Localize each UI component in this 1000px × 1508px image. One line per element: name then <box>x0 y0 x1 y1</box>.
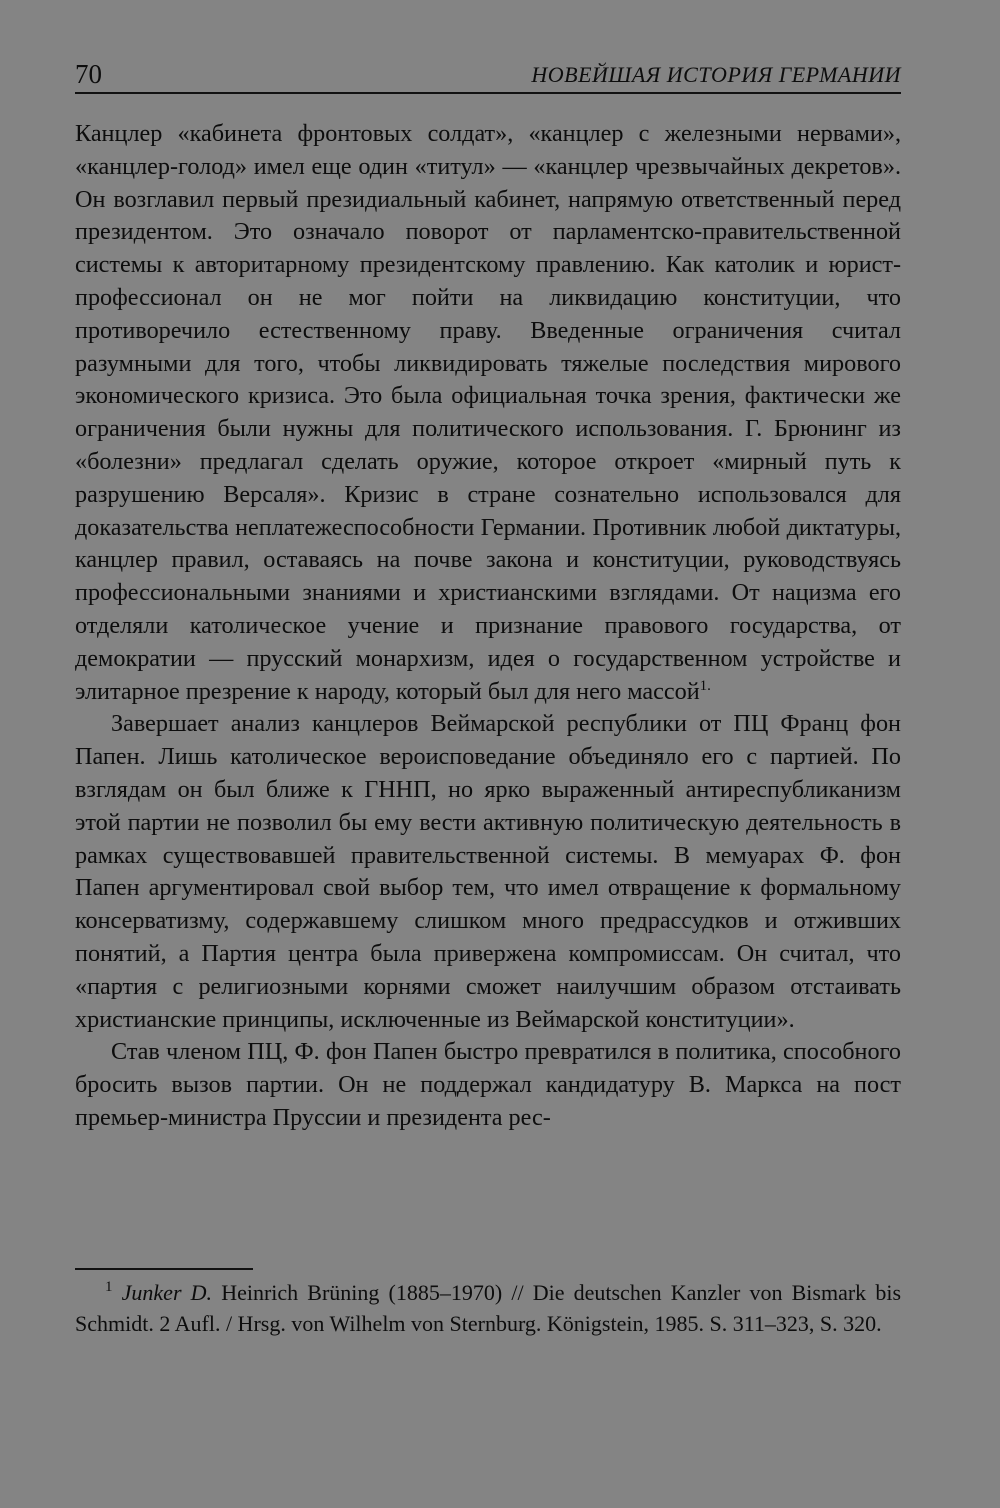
footnote-marker: 1 <box>105 1279 113 1295</box>
page-header <box>75 58 901 94</box>
paragraph-1-text: Канцлер «кабинета фронтовых солдат», «канцлер с железными нервами», «канцлер-голод» имел еще один «титул» — «канцлер чрезвычайных декретов». Он возглавил первый президиальный кабинет, напрямую ответственный перед президентом. Это означало поворот от парламентско-правительственной системы к авторитарному президентскому правлению. Как католик и юрист-профессионал он не мог пойти на ликвидацию конституции, что противоречило естественному праву. Введенные ограничения считал разумными для того, чтобы ликвидировать тяжелые последствия мирового экономического кризиса. Это была официальная точка зрения, фактически же ограничения были нужны для политического использования. Г. Брюнинг из «болезни» предлагал сделать оружие, которое откроет «мирный путь к разрушению Версаля». Кризис в стране сознательно использовался для доказательства неплатежеспособности Германии. Противник любой диктатуры, канцлер правил, оставаясь на почве закона и конституции, руководствуясь профессиональными знаниями и христианскими взглядами. От нацизма его отделяли католическое учение и признание правового государства, от демократии — прусский монархизм, идея о государственном устройстве и элитарное презрение к народу, который был для него массой <box>75 120 901 705</box>
body-text <box>75 118 901 1135</box>
footnote-reference: 1. <box>699 677 711 694</box>
footnote-author: Junker D. <box>121 1280 213 1305</box>
footnote-divider <box>75 1268 253 1270</box>
book-page <box>75 58 902 1336</box>
paragraph-1 <box>75 118 901 708</box>
paragraph-2: Завершает анализ канцлеров Веймарской республики от ПЦ Франц фон Папен. Лишь католическое вероисповедание объединяло его с партией. По взглядам он был ближе к ГННП, но ярко выраженный антиреспубликанизм этой партии не позволил бы ему вести активную политическую деятельность в рамках существовавшей правительственной системы. В мемуарах Ф. фон Папен аргументировал свой выбор тем, что имел отвращение к формальному консерватизму, содержавшему слишком много предрассудков и отживших понятий, а Партия центра была привержена компромиссам. Он считал, что «партия с религиозными корнями сможет наилучшим образом отстаивать христианские принципы, исключенные из Веймарской конституции». <box>75 710 901 1033</box>
running-title: НОВЕЙШАЯ ИСТОРИЯ ГЕРМАНИИ <box>531 62 901 87</box>
paragraph-3: Став членом ПЦ, Ф. фон Папен быстро превратился в политика, способного бросить вызов партии. Он не поддержал кандидатуру В. Маркса на пост премьер-министра Пруссии и президента рес- <box>75 1038 901 1131</box>
page-number: 70 <box>75 59 102 89</box>
footnote-text: Heinrich Brüning (1885–1970) // Die deutschen Kanzler von Bismark bis Schmidt. 2 Aufl. / Hrsg. von Wilhelm von Sternburg. Königstein, 1985. S. 311–323, S. 320. <box>75 1280 902 1336</box>
footnote <box>75 1278 901 1339</box>
